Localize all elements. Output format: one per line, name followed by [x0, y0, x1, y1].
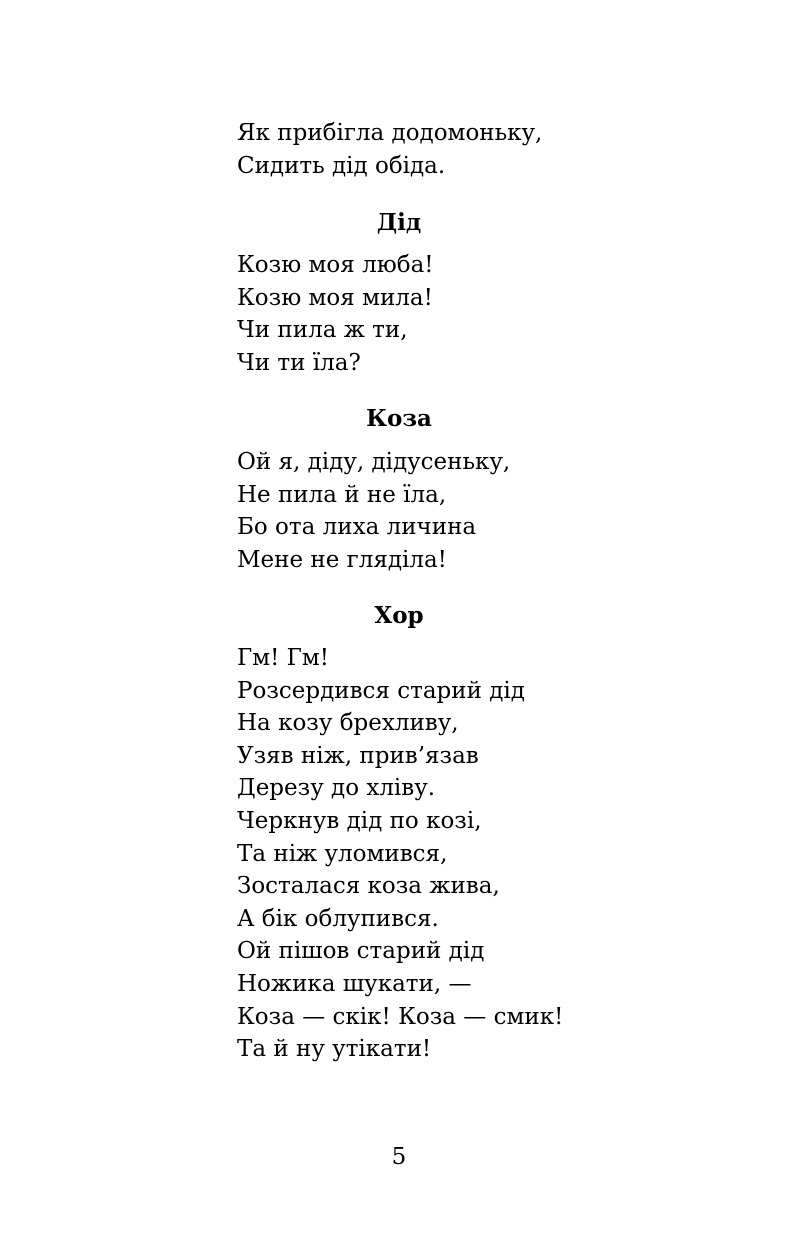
verse-line: Чи ти їла?: [237, 349, 361, 376]
verse-line: Не пила й не їла,: [237, 481, 447, 508]
verse-line: Козю моя люба!: [237, 252, 434, 278]
verse-line: На козу брехливу,: [237, 710, 459, 737]
koza-stanza: [237, 446, 657, 576]
verse-line: Та й ну утікати!: [237, 1036, 432, 1063]
verse-line: Та ніж уломився,: [237, 840, 448, 867]
verse-line: Мене не гляділа!: [237, 546, 447, 573]
speaker-heading-khor: Хор: [374, 602, 424, 629]
verse-line: Коза — скік! Коза — смик!: [237, 1003, 564, 1030]
verse-line: Черкнув дід по козі,: [237, 807, 482, 834]
verse-line: Ой я, діду, дідусеньку,: [237, 449, 511, 475]
verse-line: Узяв ніж, прив’язав: [237, 742, 479, 769]
did-stanza: [237, 249, 657, 379]
verse-line: Ножика шукати, —: [237, 970, 472, 997]
intro-stanza: [237, 117, 657, 182]
khor-stanza: [237, 642, 657, 1066]
verse-line: Як прибігла додомоньку,: [237, 120, 543, 146]
verse-line: Гм! Гм!: [237, 645, 330, 671]
verse-line: Розсердився старий дід: [237, 677, 525, 704]
verse-line: Сидить дід обіда.: [237, 152, 446, 179]
verse-line: Козю моя мила!: [237, 284, 433, 311]
verse-line: Зосталася коза жива,: [237, 873, 500, 900]
speaker-heading-did: Дід: [376, 209, 422, 236]
verse-line: Чи пила ж ти,: [237, 317, 408, 344]
verse-line: Дерезу до хліву.: [237, 775, 436, 802]
verse-line: Ой пішов старий дід: [237, 938, 485, 965]
speaker-heading-koza: Коза: [366, 405, 432, 432]
verse-line: А бік облупився.: [237, 905, 439, 932]
verse-line: Бо ота лиха личина: [237, 514, 477, 541]
page-number: 5: [391, 1144, 407, 1170]
